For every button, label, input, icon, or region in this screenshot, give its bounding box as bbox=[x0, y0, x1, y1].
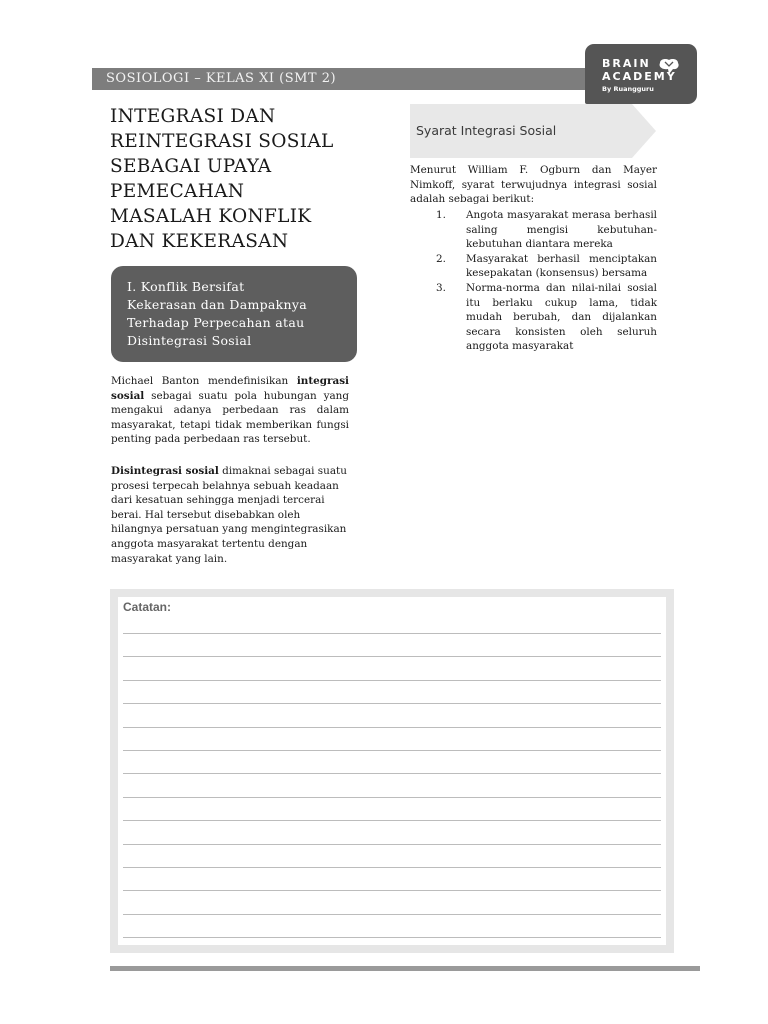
note-rule-line bbox=[123, 914, 661, 915]
list-item-text: Masyarakat berhasil menciptakan kesepakatan (konsensus) bersama bbox=[466, 252, 657, 280]
list-number: 3. bbox=[436, 281, 446, 294]
notes-label: Catatan: bbox=[123, 600, 172, 614]
title-line: DAN KEKERASAN bbox=[110, 231, 289, 252]
title-line: SEBAGAI UPAYA bbox=[110, 156, 272, 177]
note-rule-line bbox=[123, 820, 661, 821]
note-rule-line bbox=[123, 890, 661, 891]
syarat-heading: Syarat Integrasi Sosial bbox=[416, 123, 557, 138]
note-rule-line bbox=[123, 867, 661, 868]
note-rule-line bbox=[123, 773, 661, 774]
logo-line-2: ACADEMY bbox=[602, 70, 677, 83]
subject-header-bar bbox=[92, 68, 652, 90]
section-heading-line: Terhadap Perpecahan atau bbox=[127, 315, 305, 330]
syarat-intro: Menurut William F. Ogburn dan Mayer Nimkoff, syarat terwujudnya integrasi sosial adalah sebagai berikut: bbox=[410, 164, 657, 206]
syarat-list bbox=[436, 208, 657, 354]
list-number: 1. bbox=[436, 209, 446, 221]
section-heading-line: I. Konflik Bersifat bbox=[127, 279, 245, 294]
paragraph-disintegrasi-definition bbox=[111, 464, 349, 566]
title-line: MASALAH KONFLIK bbox=[110, 206, 312, 227]
list-item bbox=[436, 252, 657, 281]
list-item bbox=[436, 208, 657, 252]
term-bold: integrasi sosial bbox=[111, 375, 349, 402]
title-line: INTEGRASI DAN bbox=[110, 106, 276, 127]
list-item bbox=[436, 281, 657, 354]
title-line: REINTEGRASI SOSIAL bbox=[110, 131, 334, 152]
paragraph-text: dimaknai sebagai suatu prosesi terpecah belahnya sebuah keadaan dari kesatuan sehingga menjadi tercerai berai. Hal tersebut disebabkan oleh hilangnya persatuan yang mengintegrasikan anggota masyarakat tertentu dengan masyarakat yang lain. bbox=[111, 465, 347, 565]
logo-line-1: BRAIN bbox=[602, 57, 651, 70]
note-rule-line bbox=[123, 750, 661, 751]
note-rule-line bbox=[123, 703, 661, 704]
brand-logo bbox=[585, 44, 697, 104]
subject-label: SOSIOLOGI – KELAS XI (SMT 2) bbox=[106, 71, 337, 86]
logo-subtitle: By Ruangguru bbox=[602, 85, 654, 93]
page-title bbox=[110, 104, 370, 254]
paragraph-text: sebagai suatu pola hubungan yang mengakui adanya perbedaan ras dalam masyarakat, tetapi tidak memberikan fungsi penting pada perbedaan ras tersebut. bbox=[111, 389, 349, 446]
list-item-text: Norma-norma dan nilai-nilai sosial itu berlaku cukup lama, tidak mudah berubah, dan dijalankan secara konsisten oleh seluruh anggota masyarakat bbox=[466, 281, 657, 353]
term-bold: Disintegrasi sosial bbox=[111, 465, 219, 477]
note-rule-line bbox=[123, 937, 661, 938]
note-rule-line bbox=[123, 844, 661, 845]
section-heading-box bbox=[111, 266, 357, 362]
note-rule-line bbox=[123, 680, 661, 681]
list-number: 2. bbox=[436, 252, 446, 265]
list-item-text: Angota masyarakat merasa berhasil saling mengisi kebutuhan-kebutuhan diantara mereka bbox=[466, 209, 657, 251]
note-rule-line bbox=[123, 656, 661, 657]
title-line: PEMECAHAN bbox=[110, 181, 245, 202]
notes-writing-area[interactable] bbox=[118, 597, 666, 945]
paragraph-integrasi-definition bbox=[111, 374, 349, 447]
notes-box bbox=[110, 589, 674, 953]
footer-rule bbox=[110, 966, 700, 971]
syarat-heading-tab bbox=[410, 104, 656, 158]
paragraph-text: Michael Banton mendefinisikan bbox=[111, 375, 297, 387]
section-heading-line: Disintegrasi Sosial bbox=[127, 333, 252, 348]
note-rule-line bbox=[123, 633, 661, 634]
section-heading-line: Kekerasan dan Dampaknya bbox=[127, 297, 307, 312]
note-rule-line bbox=[123, 797, 661, 798]
note-rule-line bbox=[123, 727, 661, 728]
brain-icon bbox=[657, 57, 681, 77]
